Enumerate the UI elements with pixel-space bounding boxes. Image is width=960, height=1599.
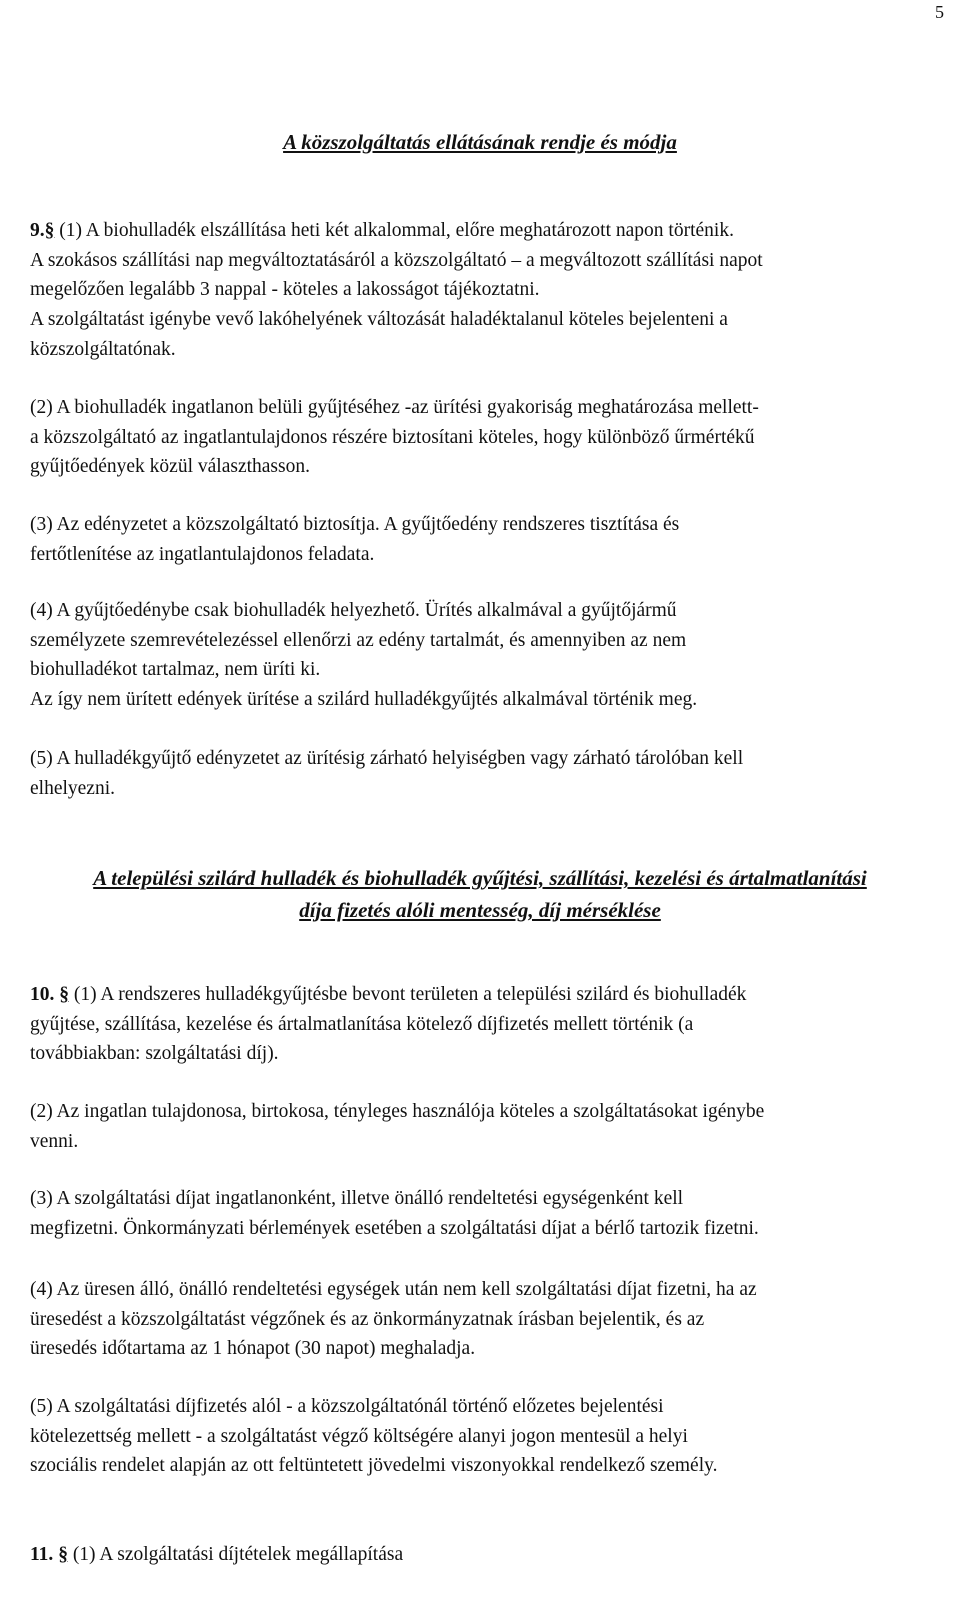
paragraph-10-5 [30,1392,945,1481]
section-number: 11. [30,1544,54,1565]
paragraph-line: (3) Az edényzetet a közszolgáltató biztosítja. A gyűjtőedény rendszeres tisztítása és [30,514,680,535]
paragraph-line: üresedést a közszolgáltatást végzőnek és az önkormányzatnak írásban bejelentik, és az [30,1308,705,1330]
paragraph-9-2 [30,393,945,482]
paragraph-9-4 [30,596,945,715]
paragraph-9-1 [30,216,945,365]
paragraph-line: A szolgáltatást igénybe vevő lakóhelyének változását haladéktalanul köteles bejelenteni a [30,309,728,331]
paragraph-line: közszolgáltatónak. [30,338,176,360]
paragraph-line: gyűjtése, szállítása, kezelése és ártalmatlanítása kötelező díjfizetés mellett történik (a [30,1013,694,1035]
paragraph-line: a közszolgáltató az ingatlantulajdonos részére biztosítani köteles, hogy különböző űrmértékű [30,426,755,448]
paragraph-line: gyűjtőedények közül választhasson. [30,456,310,478]
page-number: 5 [935,2,944,22]
paragraph-11-1 [30,1540,945,1570]
paragraph-line: (4) A gyűjtőedénybe csak biohulladék helyezhető. Ürítés alkalmával a gyűjtőjármű [30,600,677,621]
paragraph-line: fertőtlenítése az ingatlantulajdonos feladata. [30,543,375,565]
paragraph-line: venni. [30,1130,79,1152]
paragraph-line [30,216,945,246]
section-symbol: § [44,220,55,241]
paragraph-line: (2) Az ingatlan tulajdonosa, birtokosa, tényleges használója köteles a szolgáltatásokat igénybe [30,1101,765,1122]
paragraph-text: (1) A rendszeres hulladékgyűjtésbe bevont területen a települési szilárd és biohulladék [69,984,747,1005]
paragraph-line: megfizetni. Önkormányzati bérlemények esetében a szolgáltatási díjat a bérlő tartozik fizetni. [30,1217,759,1239]
paragraph-line: (4) Az üresen álló, önálló rendeltetési egységek után nem kell szolgáltatási díjat fizetni, ha az [30,1279,757,1300]
paragraph-10-1 [30,980,945,1069]
paragraph-line: (3) A szolgáltatási díjat ingatlanonként, illetve önálló rendeltetési egységenként kell [30,1188,684,1209]
paragraph-line: továbbiakban: szolgáltatási díj). [30,1043,279,1065]
paragraph-9-3 [30,510,945,569]
paragraph-9-5 [30,744,945,803]
section-heading-service-order: A közszolgáltatás ellátásának rendje és módja [283,130,677,154]
paragraph-10-4 [30,1275,945,1364]
section-symbol: § [59,984,69,1005]
paragraph-text: (1) A szolgáltatási díjtételek megállapítása [67,1544,404,1565]
paragraph-line: biohulladékot tartalmaz, nem üríti ki. [30,659,321,681]
section-heading-fee-exemption [0,862,960,926]
paragraph-line [30,1540,945,1570]
heading-line: díja fizetés alóli mentesség, díj mérséklése [299,898,661,922]
paragraph-text: (1) A biohulladék elszállítása heti két alkalommal, előre meghatározott napon történik. [54,220,734,241]
section-symbol: § [58,1544,68,1565]
paragraph-line: kötelezettség mellett - a szolgáltatást végző költségére alanyi jogon mentesül a helyi [30,1425,688,1447]
section-number: 10. [30,984,55,1005]
paragraph-line: szociális rendelet alapján az ott feltüntetett jövedelmi viszonyokkal rendelkező személy. [30,1455,718,1477]
paragraph-line: A szokásos szállítási nap megváltoztatásáról a közszolgáltató – a megváltozott szállítási napot [30,249,763,271]
section-number: 9. [30,220,45,241]
paragraph-10-3 [30,1184,945,1243]
paragraph-line: (5) A szolgáltatási díjfizetés alól - a közszolgáltatónál történő előzetes bejelentési [30,1396,664,1417]
paragraph-line: Az így nem ürített edények ürítése a szilárd hulladékgyűjtés alkalmával történik meg. [30,689,698,711]
paragraph-line: (5) A hulladékgyűjtő edényzetet az ürítésig zárható helyiségben vagy zárható tárolóban kell [30,748,744,769]
paragraph-line: üresedés időtartama az 1 hónapot (30 napot) meghaladja. [30,1338,476,1360]
paragraph-line: megelőzően legalább 3 nappal - köteles a lakosságot tájékoztatni. [30,279,540,301]
heading-line: A települési szilárd hulladék és biohulladék gyűjtési, szállítási, kezelési és ártalmatlanítási [93,866,867,890]
paragraph-line [30,980,945,1010]
paragraph-line: elhelyezni. [30,777,115,799]
paragraph-10-2 [30,1097,945,1156]
paragraph-line: személyzete szemrevételezéssel ellenőrzi az edény tartalmát, és amennyiben az nem [30,629,687,651]
paragraph-line: (2) A biohulladék ingatlanon belüli gyűjtéséhez -az ürítési gyakoriság meghatározása mellett- [30,397,759,418]
